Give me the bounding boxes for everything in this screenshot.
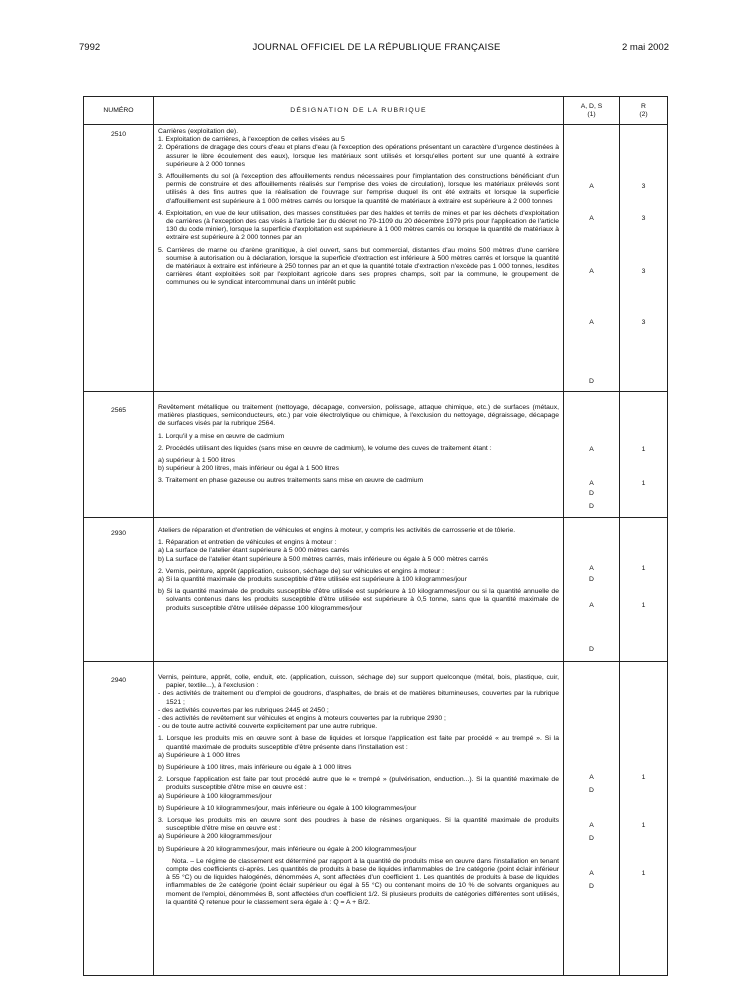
table-header-row <box>84 97 668 125</box>
header-ads <box>564 97 620 125</box>
designation-line: 3. Affouillements du sol (à l'exception des affouillements rendus nécessaires pour l'implantation des constructions bénéficiant d'un permis de construire et des affouillements réalisés sur l'emprise des voies de circulation), lorsque les matériaux prélevés sont utilisés à des fins autres que la réalisation de l'ouvrage sur l'emprise duquel ils ont été extraits et lorsque la superficie d'affouillement est supérieure à 1 000 mètres carrés ou lorsque la quantité de matériaux à extraire est supérieure à 2 000 tonnes <box>158 173 559 205</box>
r-value: 1 <box>641 480 646 487</box>
header-numero: NUMÉRO <box>84 97 154 125</box>
ads-value: D <box>589 576 594 583</box>
r-column <box>620 392 668 518</box>
designation-line: - des activités de traitement ou d'emploi de goudrons, d'asphaltes, de brais et de matières bitumineuses, couvertes par la rubrique 1521 ; <box>158 690 559 706</box>
designation-line: a) Supérieure à 200 kilogrammes/jour <box>158 833 272 841</box>
rubrique-title: Ateliers de réparation et d'entretien de véhicules et engins à moteur, y compris les activités de carrosserie et de tôlerie. <box>158 527 516 534</box>
ads-column <box>564 392 620 518</box>
designation-line: b) supérieur à 200 litres, mais inférieur ou égal à 1 500 litres <box>158 465 339 473</box>
rubrique-title: Vernis, peinture, apprêt, colle, enduit, etc. (application, cuisson, séchage de) sur support quelconque (métal, bois, plastique, cuir, papier, textile...), à l'exclusion : <box>158 674 559 690</box>
designation-line: b) Si la quantité maximale de produits susceptible d'être utilisée est supérieure à 10 kilogrammes/jour ou si la quantité annuelle de solvants contenus dans les produits susceptible d'être utilisée est supérieure à 0,5 tonne, sans que la quantité maximale de produits susceptible d'être utilisée dépasse 100 kilogrammes/jour <box>158 588 559 612</box>
rubrique-designation <box>154 518 564 662</box>
designation-line: b) Supérieure à 100 litres, mais inférieure ou égale à 1 000 litres <box>158 764 352 772</box>
rubrique-designation <box>154 392 564 518</box>
designation-line: - ou de toute autre activité couverte explicitement par une autre rubrique. <box>158 723 378 731</box>
ads-column <box>564 125 620 392</box>
designation-line: a) Supérieure à 100 kilogrammes/jour <box>158 792 272 800</box>
ads-value: D <box>589 503 594 510</box>
designation-line: 2. Opérations de dragage des cours d'eau et plans d'eau (à l'exception des opérations présentant un caractère d'urgence destinées à assurer le libre écoulement des eaux), lorsque les matériaux sont utilisés et lorsqu'elles portent sur une quanté à extraire supérieure à 2 000 tonnes <box>158 144 559 168</box>
header-r-note: (2) <box>639 110 648 118</box>
ads-value: A <box>589 215 594 222</box>
designation-line: 2. Lorsque l'application est faite par tout procédé autre que le « trempé » (pulvérisation, enduction...). Si la quantité maximale de produits susceptible d'être mise en œuvre est : <box>158 776 559 792</box>
header-designation: DÉSIGNATION DE LA RUBRIQUE <box>154 97 564 125</box>
designation-line: 2. Procédés utilisant des liquides (sans mise en œuvre de cadmium), le volume des cuves de traitement étant : <box>158 444 492 452</box>
r-value: 1 <box>641 822 646 829</box>
designation-line: - des activités de revêtement sur véhicules et engins à moteurs couvertes par la rubrique 2930 ; <box>158 715 446 723</box>
ads-value: A <box>589 480 594 487</box>
r-value: 3 <box>641 183 646 190</box>
ads-column <box>564 662 620 976</box>
ads-value: A <box>589 268 594 275</box>
ads-value: D <box>589 378 594 385</box>
r-value: 1 <box>641 565 646 572</box>
designation-line: 2. Vernis, peinture, apprêt (application, cuisson, séchage de) sur véhicules et engins à moteur : <box>158 567 445 575</box>
designation-line: a) Si la quantité maximale de produits susceptible d'être utilisée est supérieure à 100 kilogrammes/jour <box>158 576 467 584</box>
rubrique-designation <box>154 662 564 976</box>
designation-line: a) supérieur à 1 500 litres <box>158 457 236 465</box>
rubrique-number: 2565 <box>84 392 154 518</box>
designation-line: 1. Exploitation de carrières, à l'exception de celles visées au 5 <box>158 136 345 144</box>
designation-line: 1. Lorsque les produits mis en œuvre sont à base de liquides et lorsque l'application est faite par procédé « au trempé ». Si la quantité maximale de produits susceptible d'être présente dans l'installation est : <box>158 735 559 751</box>
table-row <box>84 662 668 976</box>
r-value: 1 <box>641 602 646 609</box>
ads-value: A <box>589 446 594 453</box>
rubrique-number: 2510 <box>84 125 154 392</box>
designation-line: 1. Réparation et entretien de véhicules et engins à moteur : <box>158 539 337 547</box>
ads-value: A <box>589 822 594 829</box>
designation-line: 5. Carrières de marne ou d'arène granitique, à ciel ouvert, sans but commercial, distantes d'au moins 500 mètres d'une carrière soumise à autorisation ou à déclaration, lorsque la superficie d'extraction est inférieure à 500 mètres carrés et lorsque la quantité de matériaux à extraire est inférieure à 250 tonnes par an et que la quantité totale d'extraction n'excède pas 1 000 tonnes, lesdites carrières étant exploitées soit par l'exploitant agricole dans ses propres champs, soit par la commune, le groupement de communes ou le syndicat intercommunal dans un intérêt public <box>158 246 559 287</box>
designation-line: 3. Lorsque les produits mis en œuvre sont des poudres à base de résines organiques. Si la quantité maximale de produits susceptible d'être mise en œuvre est : <box>158 817 559 833</box>
journal-title: JOURNAL OFFICIEL DE LA RÉPUBLIQUE FRANÇAISE <box>252 42 501 53</box>
rubrique-number: 2930 <box>84 518 154 662</box>
designation-line: b) Supérieure à 20 kilogrammes/jour, mais inférieure ou égale à 200 kilogrammes/jour <box>158 845 417 853</box>
ads-value: D <box>589 835 594 842</box>
designation-line: a) La surface de l'atelier étant supérieure à 5 000 mètres carrés <box>158 547 350 555</box>
ads-value: A <box>589 870 594 877</box>
ads-value: D <box>589 490 594 497</box>
designation-line: 4. Exploitation, en vue de leur utilisation, des masses constituées par des haldes et terrils de mines et par les déchets d'exploitation de carrières (à l'exception des cas visés à l'article 1er du décret no 79-1109 du 20 décembre 1979 pris pour l'application de l'article 130 du code minier), lorsque la superficie d'exploitation est supérieure à 1 000 mètres carrés ou lorsque la quantité de matériaux à extraire est supérieure à 2 000 tonnes par an <box>158 209 559 242</box>
page-number: 7992 <box>79 42 101 53</box>
r-value: 3 <box>641 319 646 326</box>
header-r-label: R <box>641 103 646 110</box>
r-column <box>620 125 668 392</box>
r-value: 3 <box>641 268 646 275</box>
publication-date: 2 mai 2002 <box>621 42 669 53</box>
r-value: 1 <box>641 870 646 877</box>
nota-note: Nota. – Le régime de classement est déterminé par rapport à la quantité de produits mise en œuvre dans l'installation en tenant compte des coefficients ci-après. Les quantités de produits à base de liquides inflammables de 1re catégorie (point éclair inférieur à 55 °C) ou de liquides halogénés, dénommées A, sont affectées d'un coefficient 1. Les quantités de produits à base de liquides inflammables de 2e catégorie (point éclair supérieur ou égal à 55 °C) ou contenant moins de 10 % de solvants organiques au moment de l'emploi, dénommées B, sont affectées d'un coefficient 1/2. Si plusieurs produits de catégories différentes sont utilisés, la quantité Q retenue pour le classement sera égale à : Q = A + B/2. <box>166 857 559 906</box>
r-value: 3 <box>641 215 646 222</box>
r-value: 1 <box>641 774 646 781</box>
ads-value: A <box>589 183 594 190</box>
header-ads-note: (1) <box>587 110 596 118</box>
designation-line: 3. Traitement en phase gazeuse ou autres traitements sans mise en œuvre de cadmium <box>158 477 424 485</box>
rubrique-number: 2940 <box>84 662 154 976</box>
table-row <box>84 125 668 392</box>
ads-value: A <box>589 774 594 781</box>
table-row <box>84 392 668 518</box>
classification-table <box>83 96 668 976</box>
designation-line: - des activités couvertes par les rubriques 2445 et 2450 ; <box>158 706 329 714</box>
header-ads-label: A, D, S <box>580 103 603 110</box>
ads-value: A <box>589 602 594 609</box>
designation-line: a) Supérieure à 1 000 litres <box>158 751 240 759</box>
ads-value: A <box>589 565 594 572</box>
r-column <box>620 518 668 662</box>
r-value: 1 <box>641 446 646 453</box>
ads-value: D <box>589 883 594 890</box>
ads-column <box>564 518 620 662</box>
rubrique-designation <box>154 125 564 392</box>
designation-line: b) Supérieure à 10 kilogrammes/jour, mais inférieure ou égale à 100 kilogrammes/jour <box>158 804 417 812</box>
rubrique-title: Revêtement métallique ou traitement (nettoyage, décapage, conversion, polissage, attaque chimique, etc.) de surfaces (métaux, matières plastiques, semiconducteurs, etc.) par voie électrolytique ou chimique, à l'exclusion du nettoyage, dégraissage, décapage de surfaces visés par la rubrique 2564. <box>158 404 559 428</box>
ads-value: D <box>589 787 594 794</box>
designation-line: b) La surface de l'atelier étant supérieure à 500 mètres carrés, mais inférieure ou égale à 5 000 mètres carrés <box>158 555 488 563</box>
ads-value: D <box>589 646 594 653</box>
r-column <box>620 662 668 976</box>
rubrique-title: Carrières (exploitation de). <box>158 128 239 135</box>
table-row <box>84 518 668 662</box>
header-r <box>620 97 668 125</box>
ads-value: A <box>589 319 594 326</box>
designation-line: 1. Lorqu'il y a mise en œuvre de cadmium <box>158 432 285 440</box>
